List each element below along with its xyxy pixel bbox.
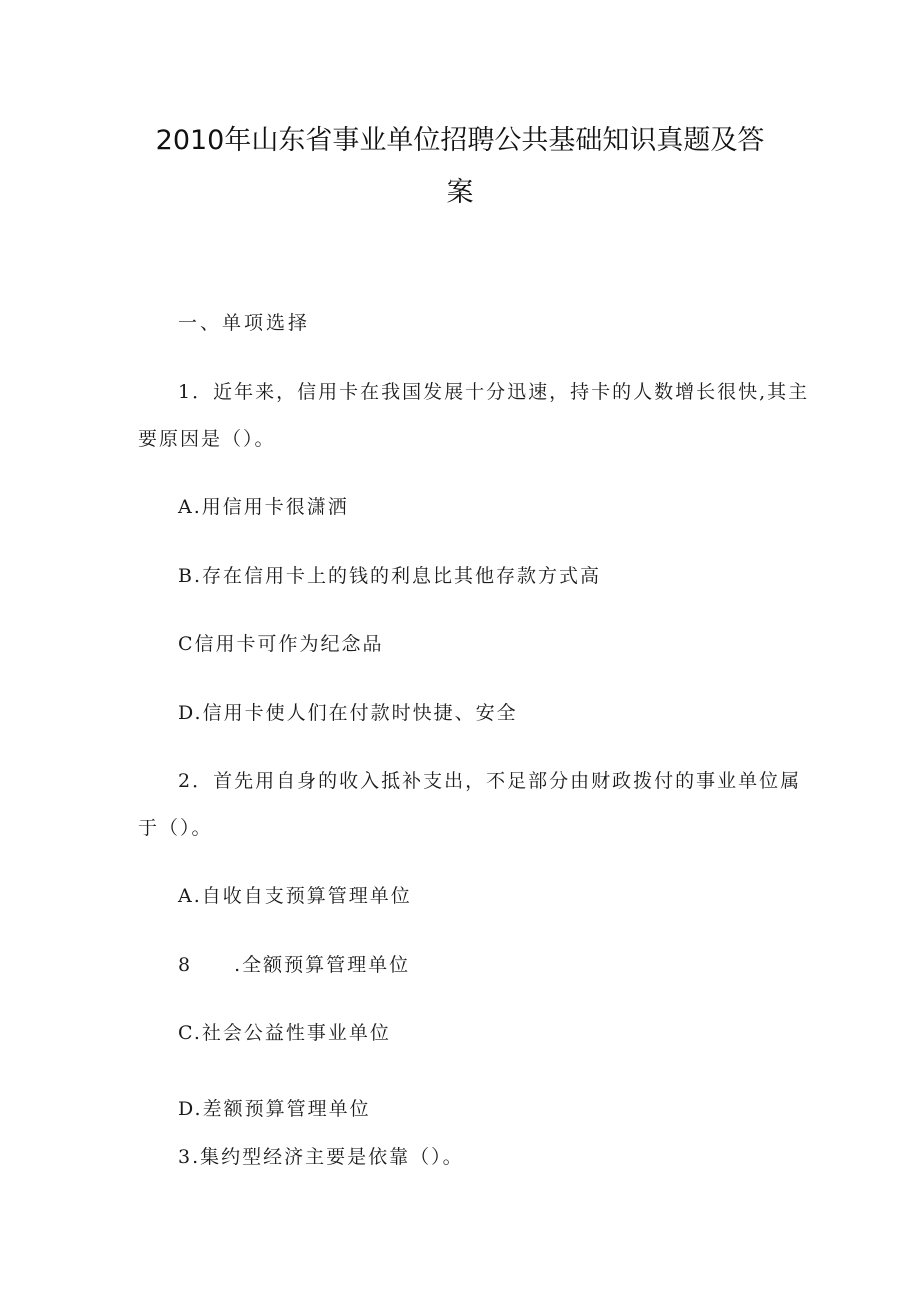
question-2-stem-line-1: 2．首先用自身的收入抵补支出，不足部分由财政拨付的事业单位属 — [178, 770, 802, 792]
question-2-option-c: C.社会公益性事业单位 — [178, 1022, 391, 1044]
section-heading: 一、单项选择 — [178, 312, 311, 334]
question-1-stem-line-1: 1．近年来，信用卡在我国发展十分迅速，持卡的人数增长很快,其主 — [178, 381, 810, 403]
question-1-option-a: A.用信用卡很潇洒 — [178, 496, 349, 518]
document-title-line-2: 案 — [446, 177, 474, 208]
question-1-option-c: C信用卡可作为纪念品 — [178, 633, 384, 655]
question-2-stem-line-2: 于（）。 — [138, 817, 213, 839]
question-2-option-a: A.自收自支预算管理单位 — [178, 885, 412, 907]
question-1-option-b: B.存在信用卡上的钱的利息比其他存款方式高 — [178, 565, 602, 587]
question-1-option-d: D.信用卡使人们在付款时快捷、安全 — [178, 702, 518, 724]
document-title-line-1: 2010年山东省事业单位招聘公共基础知识真题及答 — [155, 125, 765, 156]
question-2-option-b: 8 .全额预算管理单位 — [178, 954, 411, 976]
question-2-option-d: D.差额预算管理单位 — [178, 1098, 371, 1120]
question-3-stem-line-1: 3.集约型经济主要是依靠（）。 — [178, 1146, 464, 1168]
question-1-stem-line-2: 要原因是（）。 — [138, 428, 276, 450]
